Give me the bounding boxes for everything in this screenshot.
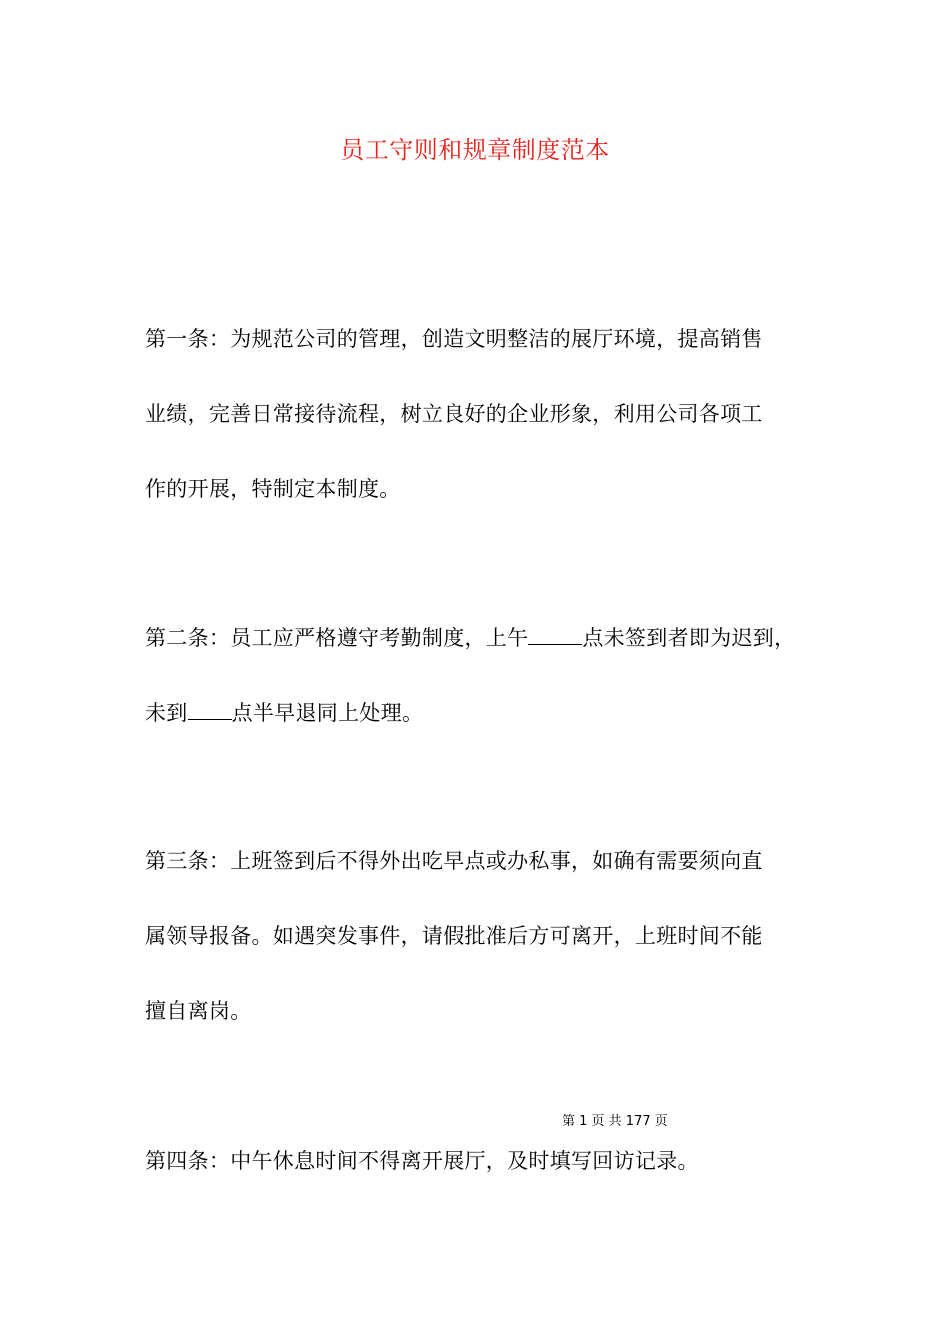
article-4-line-1: 第四条：中午休息时间不得离开展厅，及时填写回访记录。 [145, 1149, 699, 1173]
article-2-text-after-blank-2: 点半早退同上处理。 [231, 701, 424, 725]
article-3-line-2: 属领导报备。如遇突发事件，请假批准后方可离开，上班时间不能 [145, 924, 763, 948]
document-title: 员工守则和规章制度范本 [340, 136, 610, 164]
article-1-line-3: 作的开展，特制定本制度。 [145, 477, 401, 501]
article-1-line-2: 业绩，完善日常接待流程，树立良好的企业形象，利用公司各项工 [145, 402, 763, 426]
article-2-line-2 [145, 697, 845, 729]
fill-in-blank-1 [528, 626, 582, 645]
article-3-line-1: 第三条：上班签到后不得外出吃早点或办私事，如确有需要须向直 [145, 849, 763, 873]
article-2-text-before-blank-1: 第二条：员工应严格遵守考勤制度，上午 [145, 626, 529, 650]
article-2-text-after-blank-1: 点未签到者即为迟到， [582, 626, 796, 650]
fill-in-blank-2 [188, 701, 232, 720]
page-number-footer: 第 1 页 共 177 页 [562, 1114, 668, 1129]
article-1-line-1: 第一条：为规范公司的管理，创造文明整洁的展厅环境，提高销售 [145, 327, 763, 351]
article-3-line-3: 擅自离岗。 [145, 999, 252, 1023]
article-2-line-1 [145, 622, 845, 654]
article-2-text-before-blank-2: 未到 [145, 701, 188, 725]
